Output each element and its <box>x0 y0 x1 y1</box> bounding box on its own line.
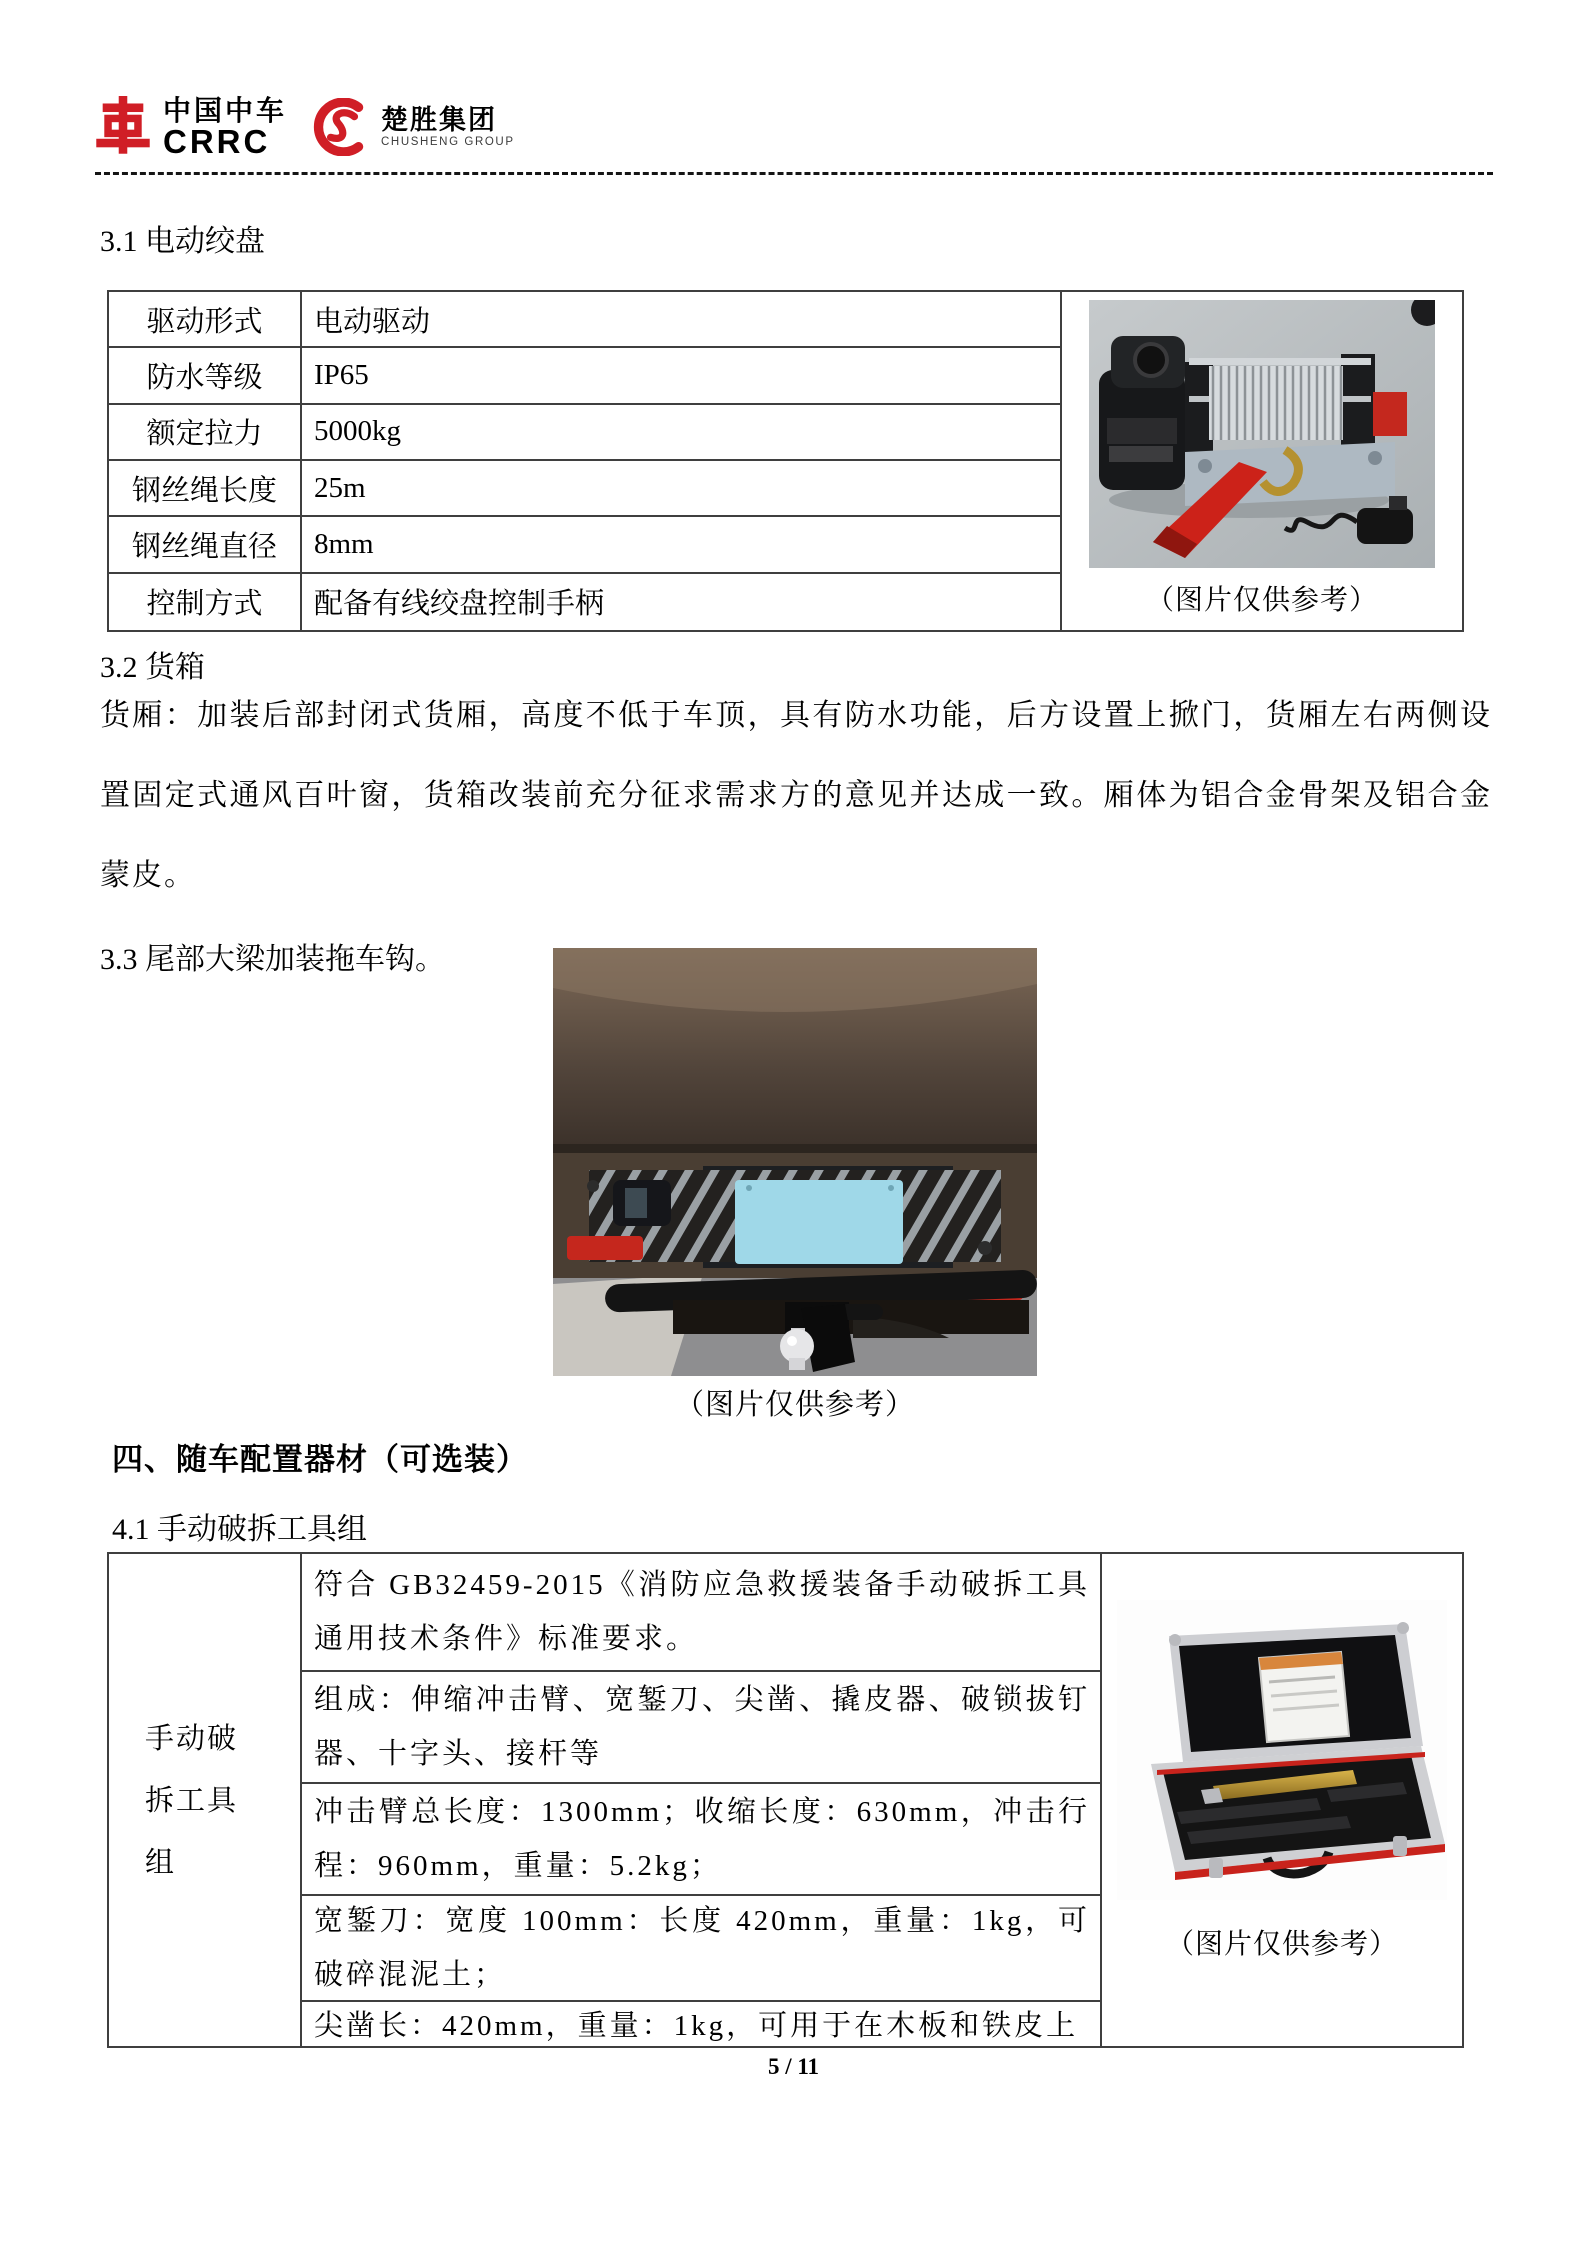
table-row-label: 控制方式 <box>109 574 302 630</box>
crrc-logo-text <box>163 94 288 161</box>
table-row-label: 钢丝绳长度 <box>109 461 302 517</box>
heading-4-1: 4.1 手动破拆工具组 <box>112 1513 367 1546</box>
chusheng-logo-text <box>381 106 515 148</box>
winch-image-caption: （图片仅供参考） <box>1145 585 1378 616</box>
winch-image-cell <box>1062 292 1462 630</box>
toolbox-image-caption: （图片仅供参考） <box>1165 1929 1398 1960</box>
tool-table-row-header: 手动破拆工具组 <box>109 1554 302 2048</box>
page-number: 5 / 11 <box>767 2054 820 2079</box>
table-row-label: 驱动形式 <box>109 292 302 348</box>
table-row-value: 8mm <box>302 517 1062 573</box>
heading-3-3: 3.3 尾部大梁加装拖车钩。 <box>100 943 445 976</box>
crrc-name-cn: 中国中车 <box>163 94 288 126</box>
table-row-value: 25m <box>302 461 1062 517</box>
heading-3-2: 3.2 货箱 <box>100 651 205 684</box>
tool-spec-row: 组成：伸缩冲击臂、宽錾刀、尖凿、撬皮器、破锁拔钉器、十字头、接杆等 <box>302 1672 1102 1784</box>
truck-rear-photo <box>553 948 1037 1381</box>
winch-photo <box>1089 300 1435 568</box>
heading-3-1: 3.1 电动绞盘 <box>100 225 265 258</box>
table-row-value: 电动驱动 <box>302 292 1062 348</box>
header-divider <box>95 172 1493 175</box>
table-row-label: 额定拉力 <box>109 405 302 461</box>
crrc-name-en: CRRC <box>163 123 271 161</box>
tool-kit-table <box>107 1552 1464 2048</box>
tool-spec-row: 尖凿长：420mm，重量：1kg，可用于在木板和铁皮上 <box>302 2002 1102 2048</box>
table-row-value: 5000kg <box>302 405 1062 461</box>
tool-spec-row: 冲击臂总长度：1300mm；收缩长度：630mm，冲击行程：960mm，重量：5.2kg； <box>302 1784 1102 1896</box>
truck-image-caption: （图片仅供参考） <box>674 1389 915 1421</box>
winch-spec-table <box>107 290 1464 632</box>
cargo-box-paragraph: 货厢：加装后部封闭式货厢，高度不低于车顶，具有防水功能，后方设置上掀门，货厢左右两侧设置固定式通风百叶窗，货箱改装前充分征求需求方的意见并达成一致。厢体为铝合金骨架及铝合金蒙皮。 <box>100 699 1492 892</box>
crrc-logo-icon <box>95 96 151 158</box>
table-row-label: 防水等级 <box>109 348 302 404</box>
page-header <box>95 92 515 162</box>
tool-spec-row: 符合 GB32459-2015《消防应急救援装备手动破拆工具通用技术条件》标准要求。 <box>302 1554 1102 1672</box>
table-row-value: 配备有线绞盘控制手柄 <box>302 574 1062 630</box>
tool-spec-row: 宽錾刀：宽度 100mm：长度 420mm，重量：1kg，可破碎混泥土； <box>302 1896 1102 2002</box>
toolbox-photo <box>1117 1600 1447 1900</box>
chusheng-name-en: CHUSHENG GROUP <box>381 135 515 148</box>
chusheng-logo-icon <box>313 98 371 156</box>
chusheng-name-cn: 楚胜集团 <box>381 105 498 136</box>
heading-4: 四、随车配置器材（可选装） <box>112 1442 528 1477</box>
table-row-label: 钢丝绳直径 <box>109 517 302 573</box>
toolbox-image-cell <box>1102 1554 1462 2048</box>
table-row-value: IP65 <box>302 348 1062 404</box>
